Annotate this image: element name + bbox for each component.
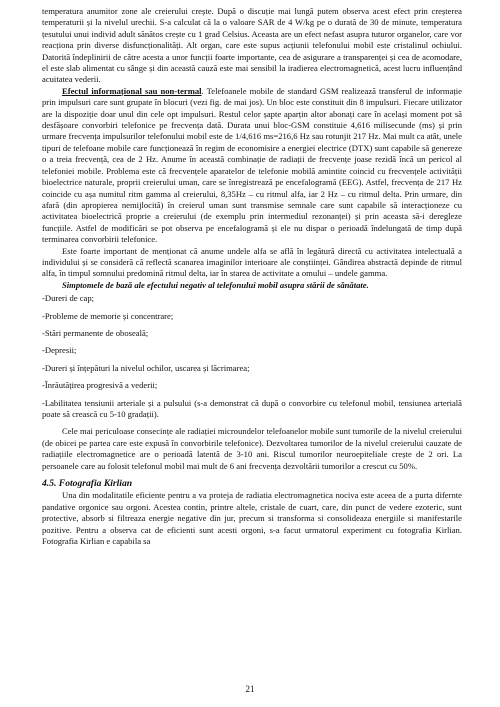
inline-heading-informational-effect: Efectul informațional sau non-termal [62,85,202,96]
paragraph-temperature: temperatura anumitor zone ale creierului crește. După o discuție mai lungă putem observa acest efect prin creșterea temperaturii și la nivelul urechii. S-a calculat că la o valoare SAR de 4 W/kg pe o durată de 30 de minute, temperatura țesutului unui individ adult sănătos crește cu 1 grad Celsius. Aceasta are un efect nefast asupra tuturor organelor, care vor reacționa prin diverse disfuncționalități. Alt organ, care este supus acțiunii telefonului mobil este cristalinul ochiului. Datorită îndeplinirii de către acesta a unor funcții foarte importante, cea de asigurare a transparenței și cea de acomodare, el este slab alimentat cu sânge și din această cauză este mai sensibil la iradierea electromagnetică, acest lucru influențând acuitatea vederii. [42,6,462,85]
page-number: 21 [245,684,255,694]
list-item: -Probleme de memorie și concentrare; [42,310,174,321]
list-item: -Dureri și înțepături la nivelul ochilor, uscarea și lăcrimarea; [42,362,250,373]
paragraph-tumors: Cele mai periculoase consecințe ale radiației microundelor telefoanelor mobile sunt tumorile de la nivelul creierului (de obicei pe partea care este expusă în convorbirile telefonice). Dezvoltarea tumorilor de la nivelul creierului cauzate de radiațiile electromagnetice are o perioadă latentă de 3-10 ani. Riscul tumorilor neuroepiteliale crește de 2 ori. La persoanele care au folosit telefonul mobil mai mult de 6 ani frecvența dezvoltării tumorilor a crescut cu 50%. [42,426,462,471]
paragraph-kirlian: Una din modalitatile eficiente pentru a va proteja de radiatia electromagnetica nociva este aceea de a purta difernte pandative orgonice sau orgoni. Acestea contin, printre altele, cristale de cuart, care, din punct de vedere ezoteric, sunt protective, absorb si filtreaza energie negative din jur, precum si transforma si consolideaza energiile si manifestarile pozitive. Pentru a observa cat de eficienti sunt acesti orgoni, s-a facut urmatorul experiment cu fotografia Kirlian. Fotografia Kirlian e capabila sa [42,490,462,547]
list-item: -Labilitatea tensiunii arteriale și a pulsului (s-a demonstrat că după o convorbire cu telefonul mobil, tensiunea arterială poate să crească cu 5-10 gradații). [42,397,462,419]
page-body [42,6,462,547]
symptoms-title: Simptomele de bază ale efectului negativ al telefonului mobil asupra stării de sănătate. [62,279,369,290]
list-item: -Depresii; [42,345,77,356]
list-item: -Dureri de cap; [42,293,95,304]
paragraph-informational-body: . Telefoanele mobile de standard GSM realizează transferul de informație prin impulsuri care sunt grupate în blocuri (vezi fig. de mai jos). Un bloc este constituit din 8 impulsuri. Fiecare utilizator are la dispoziție doar unul din cele opt impulsuri. Restul celor șapte aparțin altor abonați care în același moment pot să desfășoare convorbiri telefonice pe frecvența dată. Durata unui bloc-GSM constituie 4,616 milisecunde (ms) și prin urmare frecvența impulsurilor telefonului mobil este de 1/4,616 ms=216,6 Hz sau rotunjit 217 Hz. Mai mult ca atât, unele tipuri de telefoane mobile care funcționează în regim de economisire a energiei electrice (DTX) sunt capabile să genereze o a treia frecvență, cea de 2 Hz. Anume în această combinație de radiații de frecvențe joase rezidă încă un pericol al telefoniei mobile. Problema este că frecvențele aparatelor de telefonie mobilă amintite coincid cu frecvențele activității bioelectrice naturale, proprii creierului uman, care se înregistrează pe encefalogramă (EEG). Astfel, frecvența de 217 Hz coincide cu așa numitul ritm gamma al creierului, 8,35Hz – cu ritmul alfa, iar 2 Hz – cu ritmul delta. Prin urmare, din afară (din apropierea nemijlocită) în creierul uman sunt transmise semnale care sunt capabile să interacționeze cu activitatea bioelectrică proprie a creierului (de exemplu prin intermediul rezonanței) și prin aceasta să-i deregleze funcțiile. Astfel de modificări se pot observa pe encefalogramă și ele nu dispar o perioadă îndelungată de timp după terminarea convorbirii telefonice. [42,85,463,245]
paragraph-alpha-waves: Este foarte important de menționat că anume undele alfa se află în legătură directă cu activitatea intelectuală a individului și se consideră că reflectă scanarea imaginilor interioare ale conștiinței. Gândirea abstractă depinde de ritmul alfa, în timpul somnului predomină ritmul delta, iar în starea de activitate a omului – undele gamma. [42,245,462,279]
list-item: -Stări permanente de oboseală; [42,327,149,338]
list-item: -Înrăutățirea progresivă a vederii; [42,380,158,391]
paragraph-informational-effect [42,86,462,246]
symptoms-list [42,293,462,420]
section-title-kirlian: 4.5. Fotografia Kirlian [42,478,133,490]
